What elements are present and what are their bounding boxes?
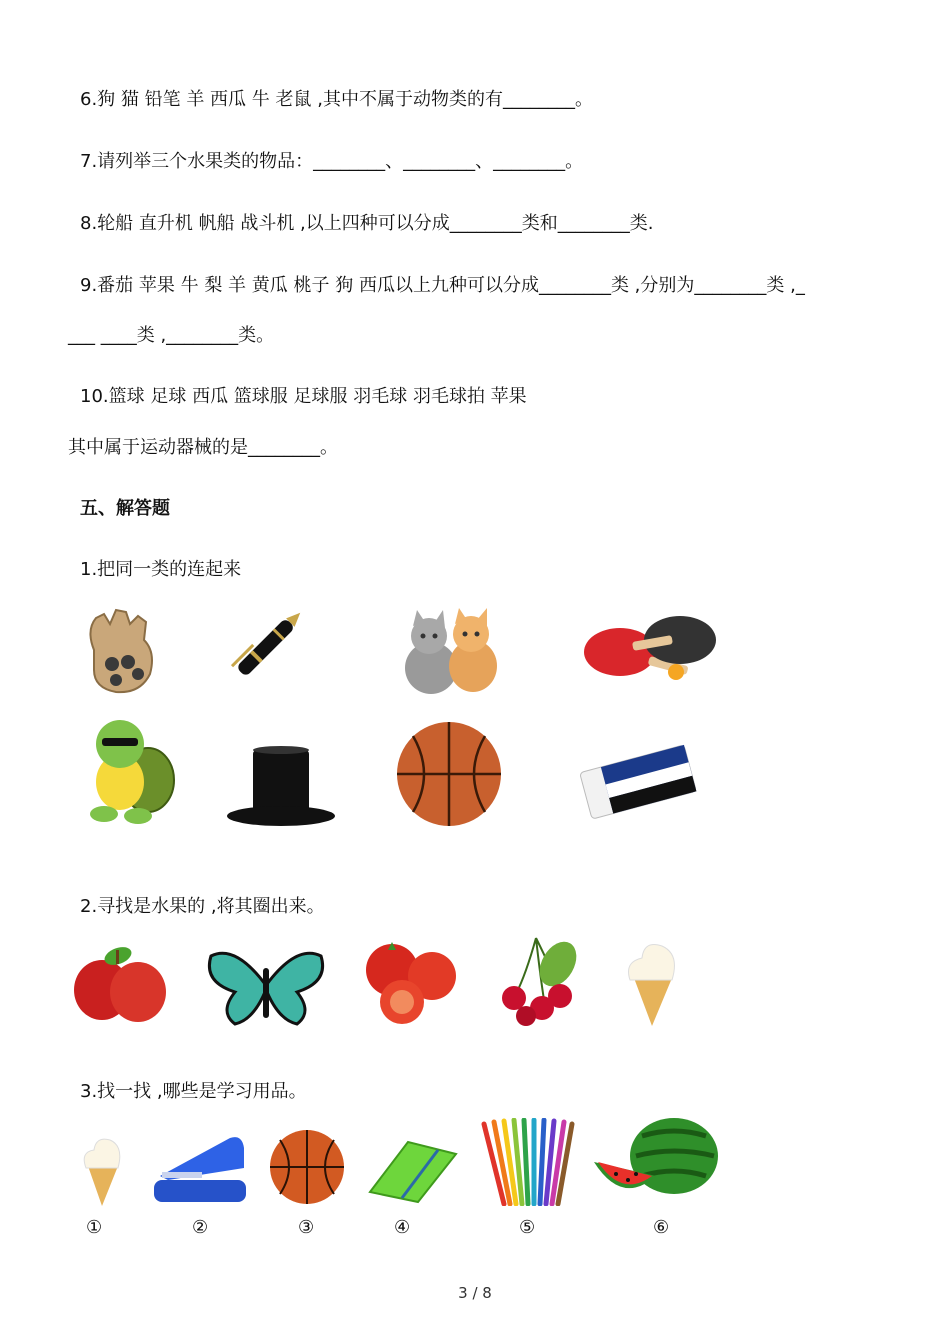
answer-2-prompt: 2.寻找是水果的 ,将其圈出来。	[80, 896, 325, 917]
section-title: 五、解答题	[80, 498, 170, 519]
question-7: 7.请列举三个水果类的物品：________、________、________。	[80, 151, 584, 172]
eraser-icon	[576, 736, 700, 828]
kittens-icon	[395, 606, 510, 696]
question-6: 6.狗 猫 铅笔 羊 西瓜 牛 老鼠 ,其中不属于动物类的有________。	[80, 89, 593, 110]
answer-3-prompt: 3.找一找 ,哪些是学习用品。	[80, 1081, 307, 1102]
marker-5: ⑤	[519, 1217, 536, 1238]
fountain-pen-icon	[220, 596, 315, 696]
table-tennis-icon	[580, 612, 720, 696]
question-8: 8.轮船 直升机 帆船 战斗机 ,以上四种可以分成________类和________类.	[80, 213, 654, 234]
colored-pencils-icon	[476, 1118, 578, 1206]
tomatoes-icon	[362, 934, 458, 1026]
marker-1: ①	[86, 1217, 103, 1238]
question-9-line2: ___ ____类 ,________类。	[68, 325, 275, 346]
ice-cream-icon	[622, 934, 684, 1028]
stapler-icon	[150, 1124, 248, 1208]
glove-icon	[80, 600, 162, 696]
apples-icon	[72, 938, 168, 1028]
butterfly-icon	[205, 948, 327, 1026]
basketball-icon	[395, 720, 503, 828]
ice-cream-icon	[80, 1132, 126, 1208]
page-number: 3 / 8	[458, 1284, 492, 1302]
cherries-icon	[496, 934, 582, 1028]
marker-6: ⑥	[653, 1217, 670, 1238]
question-10-line1: 10.篮球 足球 西瓜 篮球服 足球服 羽毛球 羽毛球拍 苹果	[80, 386, 527, 407]
answer-1-prompt: 1.把同一类的连起来	[80, 559, 242, 580]
question-10-line2: 其中属于运动器械的是________。	[68, 437, 338, 458]
question-9-line1: 9.番茄 苹果 牛 梨 羊 黄瓜 桃子 狗 西瓜以上九种可以分成________类 ,分别为________类 ,_	[80, 275, 805, 296]
notebook-icon	[368, 1140, 458, 1204]
basketball-icon	[268, 1128, 346, 1206]
turtle-cartoon-icon	[78, 716, 176, 828]
marker-3: ③	[298, 1217, 315, 1238]
watermelon-icon	[592, 1116, 720, 1202]
marker-2: ②	[192, 1217, 209, 1238]
marker-4: ④	[394, 1217, 411, 1238]
top-hat-icon	[225, 746, 337, 828]
